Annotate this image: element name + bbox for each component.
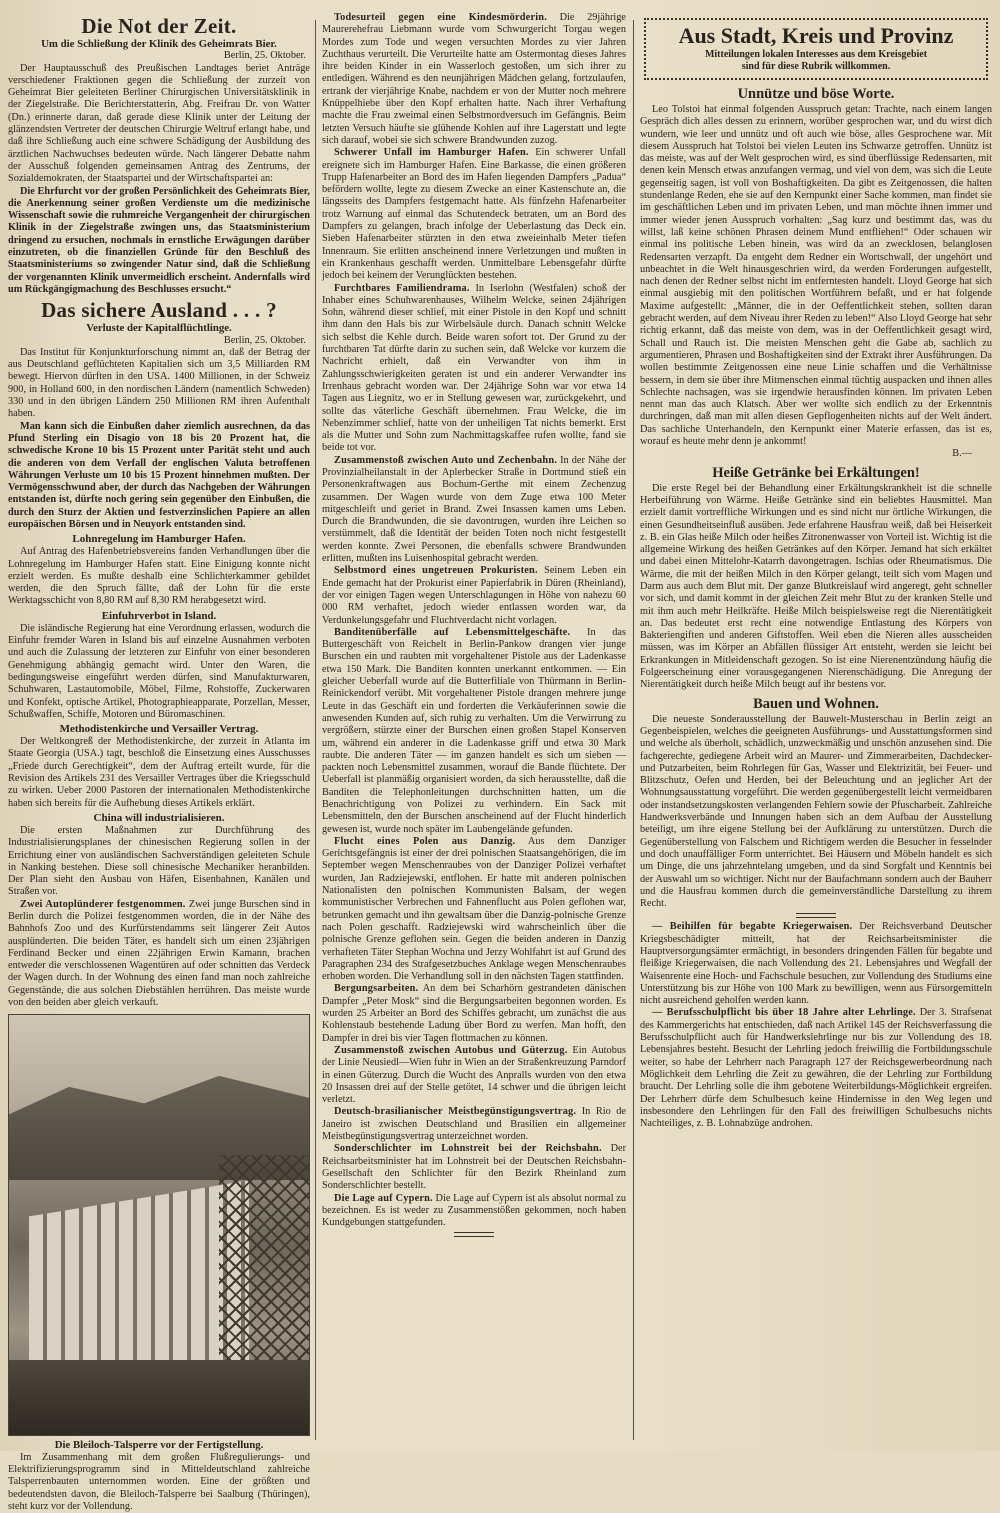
news-item-title: Zwei Autoplünderer festgenommen. — [20, 898, 186, 910]
article-paragraph: Auf Antrag des Hafenbetriebsvereins fanden Verhandlungen über die Lohnregelung im Hamburger Hafen statt. Eine Einigung konnte nicht erzielt werden. Es mußte deshalb eine Schlichterkammer gebildet werden, die den Spruch fällte, daß der Lohn für die erste Werktagsschicht von 8,80 RM auf 8,30 RM herabgesetzt wird. — [8, 546, 310, 607]
section-heading: China will industrialisieren. — [93, 811, 225, 824]
subheadline: Verluste der Kapitalflüchtlinge. — [86, 322, 232, 335]
news-item — [322, 836, 626, 984]
dateline: Berlin, 25. Oktober. — [223, 50, 306, 62]
news-item-title: Bergungsarbeiten. — [334, 983, 419, 995]
section-heading: Unnütze und böse Worte. — [737, 86, 895, 102]
photo-detail — [29, 1180, 249, 1360]
news-item — [322, 1143, 626, 1192]
column-right — [640, 12, 992, 1130]
news-item-title: Selbstmord eines ungetreuen Prokuristen. — [334, 565, 538, 577]
article-paragraph: Die isländische Regierung hat eine Verordnung erlassen, wodurch die Einfuhr fremder Waren in Island bis auf einzelne Ausnahmen verboten und auch die Zulassung der letzteren zur Einfuhr von einer besonderen Genehmigung abhängig gemacht wird. Unter den Waren, die bedingungsweise eingeführt werden dürfen, sind Manufakturwaren, Schuhwaren, Lastautomobile, Möbel, Filme, Rohstoffe, Zuckerwaren und Konfekt, optische Artikel, Photographieapparate, Porzellan, Messer, Schußwaffen, Schiffe, Motoren und Büromaschinen. — [8, 622, 310, 720]
section-heading: Methodistenkirche und Versailler Vertrag. — [59, 723, 259, 736]
article-paragraph: Die erste Regel bei der Behandlung einer Erkältungskrankheit ist die schnelle Herbeiführung von Wärme. Heiße Getränke sind ein beliebtes Hausmittel. Man erzielt damit vortreffliche Wirkungen und es sind nicht nur örtliche Wirkungen, die einen Gesundheitseinfluß ausüben. Jede erfahrene Hausfrau weiß, daß bei Heiserkeit z. B. ein Glas heiße Milch oder heißes Zitronenwasser von Vorteil ist. Wichtig ist die allgemeine Wirkung des heißen Getränkes auf den Körper. Jemand hat sich erkältet und dabei einen Mittelohr-Katarrh davongetragen. Ischias oder Rheumatismus. Die Wärme, die mit der heißen Milch in den Körper gelangt, teilt sich vom Magen und Darm aus auch dem Blut mit. Der ganze Blutkreislauf wird angeregt, geht schneller vor sich, und damit kommt in der gleichen Zeit mehr Blut zu der kranken Stelle und mit ihm auch mehr Heilkräfte. Heiße Milch beispielsweise regt die Nierentätigkeit an. Das bedeutet erst recht eine notwendige Entlastung des Körpers von Bakteriengiften und anderen Giftstoffen. Weil eben die Nieren alles ausscheiden müssen, was im Körper an Abfällen flüssiger Art entsteht, werden sie leicht bei Erkrankungen in Mitleidenschaft gezogen. So ist eine Nierenentzündung häufig die Folgeerscheinung einer vorausgegangenen Nierenschädigung. Die Anregung der Nierentätigkeit durch heiße Milch beugt auf ihr bestens vor. — [640, 482, 992, 691]
news-item — [322, 147, 626, 282]
news-item — [8, 899, 310, 1010]
column-rule — [633, 20, 634, 1440]
banner-note: Mitteilungen lokalen Interesses aus dem Kreisgebiet — [704, 49, 928, 60]
news-item — [322, 455, 626, 566]
news-item-body: Ein schwerer Unfall ereignete sich im Hamburger Hafen. Eine Barkasse, die einen größeren Trupp Hafenarbeiter an Bord des im Hafen liegenden Dampfers „Padua“ befördern wollte, legte zu diesem Zwecke an einer Kastenschute an, die längsseits des Dampfers festgemacht hatte. Als fünfzehn Hafenarbeiter trotz Warnung auf einmal das Schutendeck betraten, um an Bord des Dampfers zu gelangen, brach infolge der Ueberlastung das Deck ein. Sieben Hafenarbeiter stürzten in den etwa zweieinhalb Meter tiefen Innenraum. Sie erlitten anscheinend innere Verletzungen und mußten in ein Krankenhaus geschafft werden. Unmittelbare Lebensgefahr dürfte jedoch bei keinem der Verunglückten bestehen. — [322, 147, 626, 282]
photo-caption: Die Bleiloch-Talsperre vor der Fertigstellung. — [54, 1439, 264, 1452]
article-paragraph: Leo Tolstoi hat einmal folgenden Ausspruch getan: Trachte, nach einem langen Gespräch dich alles dessen zu erinnern, worüber gesprochen war, und du wirst dich wundern, wie leer und unnütz und oft auch wie böse, alles Gesprochene war. Mit diesem Ausspruch hat Tolstoi bei vielen Leuten ins Schwarze getroffen. Unnütz ist das meiste, was auf der Welt gesprochen wird, es sind überflüssige Redensarten, mit denen kein Mensch etwas anzufangen vermag, und viel von dem, was sich die Leute gegenseitig sagen, ist voll von Boshaftigkeiten. Da gibt es Zeitgenossen, die halten stundenlange Reden, ehe sie auf den Kernpunkt einer Sache kommen, man findet sie im geschäftlichen Leben und im privaten Leben, und man möchte ihnen immer und immer wieder jenen Ausspruch vorhalten: „Sag kurz und bestimmt das, was du willst, laß keine schönen Phrasen deinem Mund entfliehen!“ Oder schauen wir einmal ins politische Leben hinein, was wird da an zwecklosen, belanglosen Redensarten verzapft. Da entgeht dem Redner ein Wortschwall, der ungehört und unbeachtet in die Welt hinausgeschrien wird, da werden Forderungen aufgestellt, nach denen der Redner selbst nicht im entferntesten handelt. Lloyd George hat sich einmal ausgiebig mit den politischen Wortführern befaßt, und er hat folgende Maxime aufgestellt: „Männer, die in der Oeffentlichkeit stehen, sollten daran gebracht werden, auf dem Niveau ihrer Reden zu leben!“ Also Lloyd George hat sehr richtig erkannt, daß das meiste von dem, was in der Oeffentlichkeit gesagt wird, Schall und Rauch ist. Die meisten Menschen geht die Gabe ab, sachlich zu argumentieren, Phrasen und Boshaftigkeiten sind der Extrakt ihrer Ausführungen. Da wollen bestimmte Zeitgenossen eine neue Linie schaffen und die Verhältnisse bessern, in dem sie über ihre Mitmenschen einmal tüchtig auspacken und ihnen alles Schlechte nachsagen, was sie irgendwie herausfinden können. Im privaten Leben nennt man das auch Klatsch. Aber wer wollte sich endlich zu der Erkenntnis durchringen, daß man mit allen diesen Gepflogenheiten nichts auf der Welt ändert. Das sachliche Unterhandeln, den Kernpunkt einer Materie erfassen, das ist es, worauf es heute mehr denn je ankommt! — [640, 104, 992, 448]
news-item-title: Todesurteil gegen eine Kindesmörderin. — [334, 12, 547, 23]
news-item — [640, 1007, 992, 1130]
news-item-body: In das Buttergeschäft von Reichelt in Berlin-Pankow drangen vier junge Burschen ein und raubten mit vorgehaltener Pistole aus der Ladenkasse etwa 150 Mark. Die Banditen konnten unerkannt entkommen. — Ein gleicher Ueberfall wurde auf die Butterfiliale von Thürmann in Berlin-Reinickendorf verübt. Mit vorgehaltener Pistole drangen mehrere junge Leute in das Geschäft ein und forderten die Verkäuferinnen sowie die anwesenden Kunden auf, sich ruhig zu verhalten. Um die Verwirrung zu vergrößern, stürzte einer der Burschen einen großen Stapel Konserven um, während ein anderer in die Ladenkasse griff und etwa 30 Mark raubte. Die anderen Täter — im ganzen handelt es sich um sieben — packten noch Lebensmittel zusammen, worauf die Bande flüchtete. Der Ueberfall ist planmäßig organisiert worden, da sich herausstellte, daß die Banditen die Telephonleitungen durchschnitten hatten, um die Benachrichtigung von Polizei zu verhindern. Ein Sack mit Lebensmitteln, den der Burschen anscheinend auf der Flucht hinderlich gewesen ist, wurde noch später im Laubengelände gefunden. — [322, 626, 626, 835]
column-middle — [322, 12, 626, 1240]
news-item-body: Der Reichsverband Deutscher Kriegsbeschädigter mitteilt, hat der Reichsarbeitsminister die Hauptversorgungsämter ermächtigt, in besonders dringenden Fällen für begabte und fleißige Kriegerwaisen, die nach Vollendung des 21. Lebensjahres und Wegfall der Waisenrente eine Hoch- und Fachschule besuchen, zur Vollendung des Studiums eine Unterstützung bis zur Höhe von 100 Mark zu bewilligen, wenn aus Fürsorgemitteln nicht ausreichend geholfen werden kann. — [640, 921, 992, 1007]
news-item-body: Seinem Leben ein Ende gemacht hat der Prokurist einer Papierfabrik in Düren (Rheinland), der vor einigen Tagen wegen Unterschlagungen in Höhe von nahezu 60 000 RM verhaftet, jedoch wieder entlassen worden war, da Verdunkelungsgefahr und Fluchtverdacht nicht vorlagen. — [322, 565, 626, 626]
divider-rule — [454, 1232, 494, 1237]
article-paragraph: Der Weltkongreß der Methodistenkirche, der zurzeit in Atlanta im Staate Georgia (USA.) tagt, beschloß die Einsetzung eines Ausschusses „Friede durch Gerechtigkeit“, dem der Auftrag erteilt wurde, für die Revision des Artikels 231 des Versailler Vertrages über die Kriegsschuld zu wirken. Ueber 2000 Pastoren der internationalen Methodistenkirche haben sich bereits für die Aufhebung dieses Artikels erklärt. — [8, 736, 310, 809]
column-left — [8, 12, 310, 1513]
headline: Die Not der Zeit. — [81, 14, 237, 38]
section-heading: Einfuhrverbot in Island. — [101, 609, 217, 622]
news-item — [322, 283, 626, 455]
news-item-title: Zusammenstoß zwischen Autobus und Güterzug. — [334, 1044, 568, 1056]
news-item-title: Schwerer Unfall im Hamburger Hafen. — [334, 147, 529, 159]
news-item — [322, 565, 626, 626]
subheadline: Um die Schließung der Klinik des Geheimrats Bier. — [41, 38, 277, 50]
section-heading: Bauen und Wohnen. — [753, 695, 879, 712]
news-item-title: Zusammenstoß zwischen Auto und Zechenbahn. — [334, 454, 558, 466]
divider-rule — [796, 913, 836, 918]
news-item — [322, 1193, 626, 1230]
news-item-title: Deutsch-brasilianischer Meistbegünstigungsvertrag. — [334, 1106, 577, 1118]
news-item-title: Banditenüberfälle auf Lebensmittelgeschäfte. — [334, 626, 571, 638]
section-heading: Lohnregelung im Hamburger Hafen. — [72, 533, 246, 546]
news-item-body: In der Nähe der Provinzialheilanstalt in der Aplerbecker Straße in Dortmund stieß ein Personenkraftwagen aus Bochum-Gerthe mit einem Zechenzug zusammen. Der Wagen wurde von dem Zuge etwa 100 Meter mitgeschleift und geriet in Brand. Zwei Insassen kamen ums Leben. Durch die Brandwunden, die sie davontrugen, wurden ihre Leichen so verstümmelt, daß die Identität der beiden Toten noch nicht festgestellt werden konnte. Zwei Personen, die ebenfalls schwere Brandwunden erlitten, mußten ins Luisenhospital gebracht werden. — [322, 454, 626, 565]
news-item — [640, 921, 992, 1007]
news-item-body: Die 29jährige Maurerehefrau Liebmann wurde vom Schwurgericht Torgau wegen Mordes zum Tode und wegen versuchten Mordes zu vier Jahren Zuchthaus verurteilt. Die Verurteilte hatte am Ostermontag dieses Jahres ihre beiden Kinder in ein Wasserloch gestoßen, um sich ihrer zu entledigen. Während es den neunjährigen Mädchen gelang, fortzulaufen, ertrank der vierjährige Knabe, nachdem er von der Mutter noch mehrere Knüppelhiebe über den Kopf erhalten hatte. Nach ihrer Verhaftung machte die Frau zweimal einen Selbstmordversuch im Gefängnis. Beim letzten Versuch häufte sie glühende Kohlen auf ihre Lagerstatt und legte sich darauf, wobei sie sich schwere Brandwunden zuzog. — [322, 12, 626, 146]
banner-note: sind für diese Rubrik willkommen. — [741, 61, 891, 72]
section-heading: Heiße Getränke bei Erkältungen! — [712, 464, 920, 481]
news-item-body: Der Reichsarbeitsminister hat im Lohnstreit bei der Deutschen Reichsbahn-Gesellschaft den Schlichter für den Bezirk Rheinland zum Sonderschlichter bestellt. — [322, 1143, 626, 1192]
news-item — [322, 983, 626, 1044]
article-paragraph: Im Zusammenhang mit dem großen Flußregulierungs- und Elektrifizierungsprogramm sind in Mitteldeutschland zahlreiche Talsperrenbauten unternommen worden. Eine der größten und bedeutendsten davon, die Bleiloch-Talsperre bei Saalburg (Thüringen), steht kurz vor der Vollendung. — [8, 1451, 310, 1512]
news-item-title: Die Lage auf Cypern. — [334, 1192, 433, 1204]
news-item-body: Aus dem Danziger Gerichtsgefängnis ist einer der drei polnischen Staatsangehörigen, die im September wegen Menschenraubes von der Danziger Polizei verhaftet wurden, Jan Radziejewski, entflohen. Er hatte mit anderen polnischen Nationalisten den polnischen Kommunisten Balsam, der wegen kommunistischer Verbrechen und Fahnenflucht aus Polen geflohen war, betrunken gemacht und ihn gewaltsam über die Danzig-polnische Grenze nach Polen geschafft. Radziejewski wird wahrscheinlich über die polnische Grenze geflohen sein. Gegen die beiden anderen in Danzig verhafteten Täter Stephan Wochna und Jerzy Wohlfahrt ist auf Grund des Paragraphen 234 des Strafgesetzbuches Anklage wegen Menschenraubes erhoben worden. Die Verhandlung soll in den nächsten Tagen stattfinden. — [322, 835, 627, 983]
news-item-body: An dem bei Scharhörn gestrandeten dänischen Dampfer „Peter Mosk“ sind die Bergungsarbeiten begonnen worden. Es wurden 25 Arbeiter an Bord des Schiffes gebracht, um zunächst die aus Kohlenstaub bestehende Ladung über Bord zu werfen. Man hofft, den Dampfer in drei bis vier Tagen flottmachen zu können. — [322, 983, 626, 1044]
news-item-body: In Rio de Janeiro ist zwischen Deutschland und Brasilien ein allgemeiner Meistbegünstigungsvertrag unterzeichnet worden. — [322, 1106, 626, 1143]
column-rule — [315, 20, 316, 1440]
news-item-title: Flucht eines Polen aus Danzig. — [334, 835, 516, 847]
article-paragraph: Das Institut für Konjunkturforschung nimmt an, daß der Betrag der aus Deutschland geflüchteten Kapitalien sich um 3,5 Milliarden RM bewegt. Hiervon dürften in den USA. 1400 Millionen, in der Schweiz 900, in Holland 600, in den nordischen Ländern (namentlich Schweden) 330 und in den übrigen Ländern 250 Millionen RM ihren Aufenthalt haben. — [8, 346, 310, 420]
headline: Das sichere Ausland . . . ? — [41, 298, 277, 323]
news-item — [322, 12, 626, 147]
news-item — [322, 627, 626, 836]
author-signature: B.— — [952, 448, 972, 460]
dateline: Berlin, 25. Oktober. — [223, 334, 306, 346]
news-item-body: Der 3. Strafsenat des Kammergerichts hat entschieden, daß nach Artikel 145 der Reichsverfassung die Berufsschulpflicht auch für Handwerkslehrlinge nur bis zur Vollendung des 18. Lebensjahres besteht. Besucht der Lehrling jedoch freiwillig die Fortbildungsschule weiter, so habe der Lehrherr nach Paragraph 127 der Reichsgewerbeordnung nach Möglichkeit dem Lehrling die Zeit zu gewähren, die der Lehrling zur Fortbildung braucht. Der Lehrling solle die ihm gebotene Weiterbildungs-Möglichkeit ergreifen. Der Lehrherr dürfe dem Schulbesuch keine Hindernisse in den Weg legen und insbesondere den Lehrlingen für den Fall des freiwilligen Schulbesuchs nichts Nachteiliges, z. B. Lohnabzüge androhen. — [640, 1007, 992, 1130]
news-item-title: Furchtbares Familiendrama. — [334, 282, 470, 294]
news-item — [322, 1106, 626, 1143]
news-item-body: Die Lage auf Cypern ist als absolut normal zu bezeichnen. Es ist weder zu Zusammenstößen gekommen, noch haben Kundgebungen stattgefunden. — [322, 1192, 626, 1229]
article-paragraph-bold: Die Ehrfurcht vor der großen Persönlichkeit des Geheimrats Bier, die Anerkennung seiner großen Verdienste um die medizinische Wissenschaft sowie die ruhmreiche Vergangenheit der chirurgischen Klinik in der Ziegelstraße zwingen uns, das Staatsministerium dringend zu ersuchen, nochmals in ernstliche Erwägungen darüber einzutreten, ob die finanziellen Gründe für den Beschluß des Staatsministeriums so zwingender Natur sind, daß die Schließung der vorgenannten Klinik unvermeidlich erscheint. Andernfalls wird um Rückgängigmachung des Beschlusses ersucht.“ — [8, 185, 310, 295]
news-item-title: — Beihilfen für begabte Kriegerwaisen. — [652, 921, 853, 933]
news-item-body: Zwei junge Burschen sind in Berlin durch die Polizei festgenommen worden, die in der Nähe des Bahnhofs Zoo und des Kurfürstendamms seit längerer Zeit Autos ausplünderten. Die beiden Täter, es handelt sich um einen 23jährigen Ferdinand Becker und einen 22jährigen Erwin Kamann, brachen entweder die verschlossenen Wagentüren auf oder schnitten das Verdeck der Wagen durch. In der Wohnung des einen fand man noch zahlreiche Gegenstände, die aus solchen Diebstählen herrühren. Das meiste wurde von den beiden aber gleich verkauft. — [8, 898, 311, 1009]
news-item — [322, 1045, 626, 1106]
local-news-banner — [644, 18, 988, 80]
article-paragraph: Die neueste Sonderausstellung der Bauwelt-Musterschau in Berlin zeigt an Gegenbeispielen, welches die geeigneten Ausführungs- und Ausstattungsformen sind und welche als überholt, schädlich, unzweckmäßig und unschön anzusehen sind. Die fachgerechte, gediegene Arbeit wird an Maurer- und Zimmerarbeiten, Dachdecker- und Putzarbeiten, beim Rohrlegen für Gas, Wasser und Elektrizität, bei Feuer- und Blitzschutz, Oefen und Herden, bei der Beleuchtung und an jeglicher Art der Wohnungsausstattung vorgeführt. Die werden gegenübergestellt leicht vermeidbaren oder instandsetzungskosten verlangenden Fehlern sowie der Pfuscharbeit. Zahlreiche Handwerksverbände und Innungen haben sich an dem Aufbau der Ausstellung beteiligt, um ihre eigene Stellung bei der Aufklärung zu unterstützen. Durch die Gegenüberstellung von Falschem und Richtigem werden die Besucher in fesselnder und doch unauffälliger Form unterrichtet. Bei Häusern und Möbeln handelt es sich um Dinge, die uns jahrzehntelang umgeben, und da sind Sorgfalt und Kenntnis bei der Auswahl um so wichtiger. Nicht nur der Baufachmann sondern auch der Bauherr und die Hausfrau kommen durch die gemeinverständliche Darstellung zu ihrem Recht. — [640, 713, 992, 910]
photo-detail — [9, 1360, 309, 1435]
article-paragraph: Der Hauptausschuß des Preußischen Landtages beriet Anträge verschiedener Fraktionen gegen die Schließung der zurzeit von Geheimrat Bier geleiteten Berliner Chirurgischen Universitätsklinik in der Ziegelstraße. Die Berichterstatterin, Abg. Freifrau Dr. von Watter (Dn.) erinnerte daran, daß gerade diese Klinik unter der Leitung der glänzendsten Vertreter der deutschen Chirurgie Weltruf erlangt habe, und daß ihre Schließung auch eine schwere Schädigung der Ausbildung des ärztlichen Nachwuchses bedeuten würde. Nach längerer Debatte nahm der Ausschuß folgenden gemeinsamen Antrag des Zentrums, der Sozialdemokraten, der Staatspartei und der Wirtschaftspartei an: — [8, 62, 310, 185]
article-paragraph: Die ersten Maßnahmen zur Durchführung des Industrialisierungsplanes der chinesischen Regierung sollen in der Errichtung einer von ausländischen Sachverständigen geleiteten Schule in Nanking bestehen. Diese soll chinesische Mechaniker heranbilden. Der Plan sieht den Ausbau von Häfen, Eisenbahnen, Kanälen und Straßen vor. — [8, 824, 310, 898]
news-item-body: In Iserlohn (Westfalen) schoß der Inhaber eines Schuhwarenhauses, Wilhelm Welcke, seinen 24jährigen Sohn, während dieser schlief, mit einer Pistole in den Kopf und schnitt ihm dann den Hals bis zur Wirbelsäule durch. Danach schnitt Welcke sich selbst die Kehle durch. Beide waren sofort tot. Der Grund zu der furchtbaren Tat dürfte darin zu suchen sein, daß Welcke vor kurzem die Nachricht erhielt, daß ein Verwandter von ihm in Zahlungsschwierigkeiten geraten ist und ein anderer Verwandter ins Irrenhaus gebracht worden war. Der 24jährige Sohn war vor etwa 14 Tagen aus Liegnitz, wo er in Stellung gewesen war, zurückgekehrt, und sollte das väterliche Geschäft übernehmen. Frau Welcke, die im Nebenzimmer schlief, hatte von der unheiligen Tat nichts bemerkt. Erst als die Mutter und Sohn zum Nachmittagskaffee rufen wollte, fand sie beide tot vor. — [322, 282, 626, 454]
banner-title: Aus Stadt, Kreis und Provinz — [678, 23, 954, 48]
news-item-body: Ein Autobus der Linie Neusiedl—Wien fuhr in Wien an der Straßenkreuzung Parndorf in einen Güterzug. Durch die Wucht des Anpralls wurden von den etwa 20 Insassen drei auf der Stelle getötet, 14 schwer und die übrigen leicht verletzt. — [322, 1044, 626, 1106]
news-item-title: — Berufsschulpflicht bis über 18 Jahre alter Lehrlinge. — [652, 1007, 916, 1019]
news-item-title: Sonderschlichter im Lohnstreit bei der Reichsbahn. — [334, 1143, 602, 1155]
dam-construction-photo — [8, 1014, 310, 1436]
article-paragraph-bold: Man kann sich die Einbußen daher ziemlich ausrechnen, da das Pfund Sterling ein Disagio von 18 bis 20 Prozent hat, die schwedische Krone 10 bis 15 Prozent unter Parität steht und auch die anderen von dem Verfall der englischen Valuta betroffenen Währungen Verluste um 10 bis 15 Prozent hinnehmen mußten. Der Vermögensschwund aber, der durch das Nachgeben der Währungen entstanden ist, dürfte noch gering sein gegenüber den Einbußen, die durch den Sturz der Aktien und festverzinslichen Papiere an allen europäischen Börsen und in Neuyork entstanden sind. — [8, 420, 310, 530]
